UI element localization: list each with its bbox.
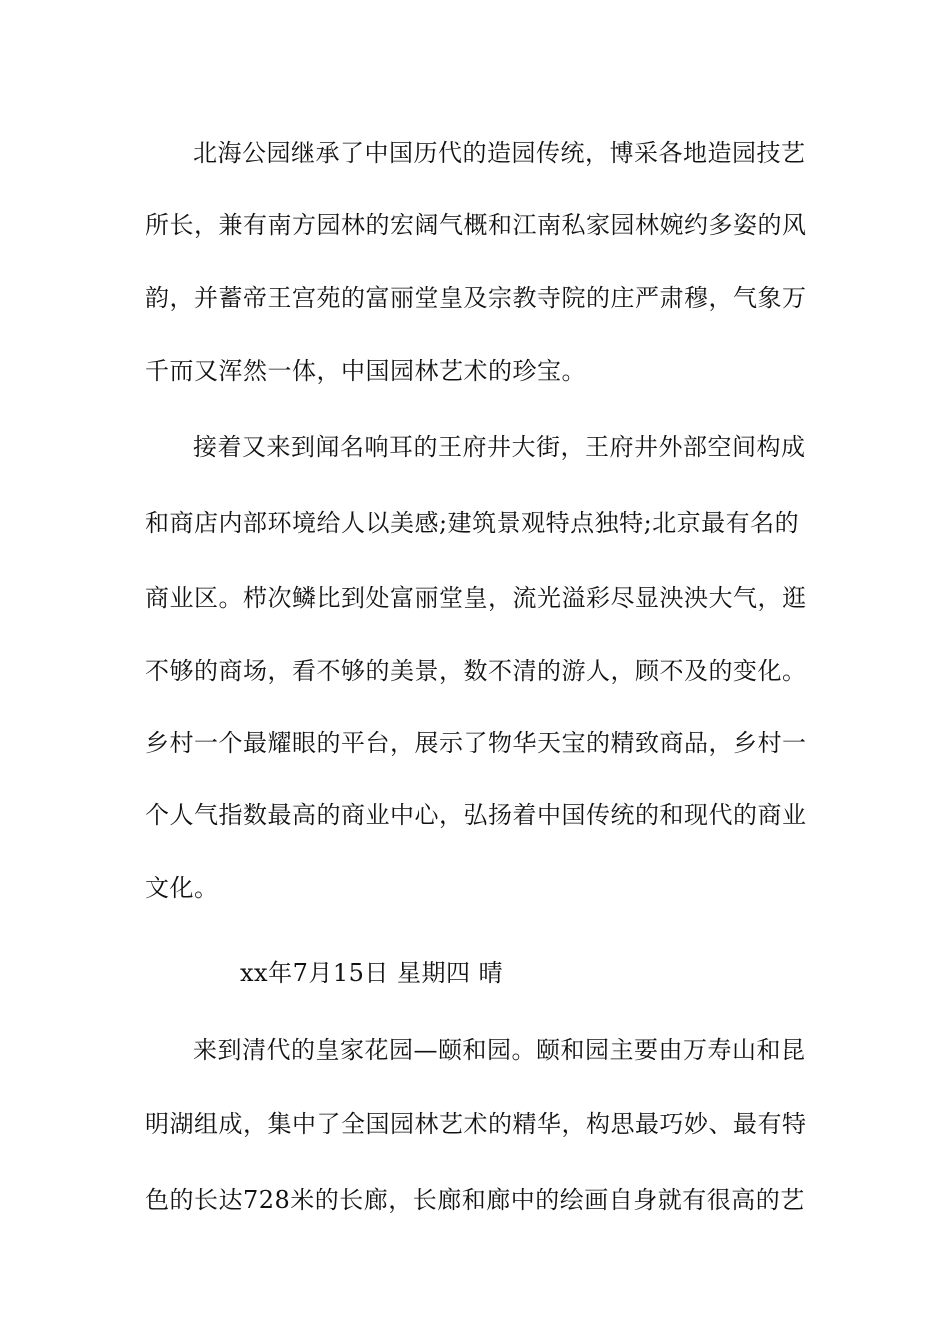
paragraph-1-line-4: 千而又浑然一体，中国园林艺术的珍宝。 bbox=[145, 357, 586, 385]
paragraph-2-line-1: 接着又来到闻名响耳的王府井大街，王府井外部空间构成 bbox=[193, 433, 806, 461]
paragraph-4-line-2: 明湖组成，集中了全国园林艺术的精华，构思最巧妙、最有特 bbox=[145, 1110, 807, 1138]
paragraph-4-line-3: 色的长达728米的长廊，长廊和廊中的绘画自身就有很高的艺 bbox=[145, 1186, 805, 1214]
paragraph-2-line-7: 文化。 bbox=[145, 874, 219, 902]
paragraph-1-line-2: 所长，兼有南方园林的宏阔气概和江南私家园林婉约多姿的风 bbox=[145, 211, 807, 239]
paragraph-1-line-3: 韵，并蓄帝王宫苑的富丽堂皇及宗教寺院的庄严肃穆，气象万 bbox=[145, 284, 807, 312]
paragraph-2-line-3: 商业区。栉次鳞比到处富丽堂皇，流光溢彩尽显泱泱大气，逛 bbox=[145, 584, 807, 612]
diary-date-line: xx年7月15日 星期四 晴 bbox=[240, 959, 504, 987]
paragraph-4-line-1: 来到清代的皇家花园—颐和园。颐和园主要由万寿山和昆 bbox=[193, 1036, 806, 1064]
paragraph-2-line-6: 个人气指数最高的商业中心，弘扬着中国传统的和现代的商业 bbox=[145, 801, 807, 829]
paragraph-2-line-5: 乡村一个最耀眼的平台，展示了物华天宝的精致商品，乡村一 bbox=[145, 729, 807, 757]
paragraph-2-line-4: 不够的商场，看不够的美景，数不清的游人，顾不及的变化。 bbox=[145, 657, 807, 685]
paragraph-1-line-1: 北海公园继承了中国历代的造园传统，博采各地造园技艺 bbox=[193, 139, 806, 167]
paragraph-2-line-2: 和商店内部环境给人以美感;建筑景观特点独特;北京最有名的 bbox=[145, 509, 800, 537]
